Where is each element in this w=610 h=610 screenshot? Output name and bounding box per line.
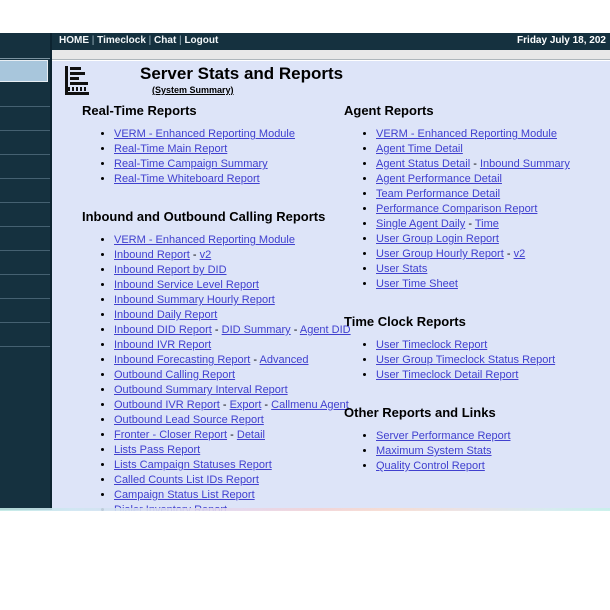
report-list-item: [114, 278, 382, 293]
sidebar-item-filters[interactable]: [0, 323, 50, 347]
report-link[interactable]: Lists Campaign Statuses Report: [114, 459, 272, 471]
page-subtitle: (System Summary): [152, 85, 234, 95]
sidebar-item-users[interactable]: [0, 83, 50, 107]
report-link[interactable]: Inbound Report by DID: [114, 264, 227, 276]
report-list-item: [114, 263, 382, 278]
report-list-item: [376, 429, 610, 444]
report-link[interactable]: Fronter - Closer Report: [114, 429, 228, 441]
report-link[interactable]: User Group Timeclock Status Report: [376, 354, 556, 366]
page-title: Server Stats and Reports: [140, 64, 344, 83]
report-link[interactable]: Agent DID: [299, 324, 351, 336]
report-link[interactable]: Inbound DID Report: [114, 324, 212, 336]
report-link-list: [344, 338, 610, 383]
breadcrumb-link-chat[interactable]: Chat: [154, 35, 177, 46]
report-list-item: [376, 187, 610, 202]
sidebar-item-user-groups-agents[interactable]: [0, 275, 50, 299]
report-link[interactable]: Inbound Forecasting Report: [114, 354, 251, 366]
report-link[interactable]: Inbound Daily Report: [114, 309, 218, 321]
breadcrumb-link-timeclock[interactable]: Timeclock: [97, 35, 146, 46]
report-list-item: [376, 277, 610, 292]
report-link[interactable]: Inbound IVR Report: [114, 339, 212, 351]
report-link[interactable]: Advanced: [259, 354, 309, 366]
report-section-inbound-outbound-calling-reports: [82, 209, 382, 548]
report-link[interactable]: Agent Status Detail: [376, 158, 471, 170]
report-list-item: [114, 248, 382, 263]
report-link[interactable]: User Timeclock Report: [376, 339, 488, 351]
section-heading: Other Reports and Links: [344, 405, 496, 420]
report-list-item: [114, 157, 382, 172]
sidebar-title: [0, 33, 50, 59]
report-link[interactable]: Inbound Report: [114, 249, 190, 261]
link-separator: -: [219, 399, 230, 411]
report-link-list: [344, 127, 610, 292]
report-list-item: [114, 127, 382, 142]
report-link[interactable]: Outbound Summary Interval Report: [114, 384, 288, 396]
report-link[interactable]: v2: [199, 249, 212, 261]
page-bottom-gradient-rule: [0, 508, 610, 511]
report-list-item: [376, 142, 610, 157]
report-link[interactable]: Inbound Summary Hourly Report: [114, 294, 275, 306]
report-section-real-time-reports: [82, 103, 382, 187]
sidebar-item-list: [0, 60, 50, 347]
report-link[interactable]: Server Performance Report: [376, 430, 511, 442]
sidebar-item-reports[interactable]: [0, 60, 48, 82]
section-heading: Real-Time Reports: [82, 103, 197, 118]
report-list-item: [114, 383, 382, 398]
report-list-item: [376, 217, 610, 232]
report-link[interactable]: Campaign Status List Report: [114, 489, 255, 501]
report-link[interactable]: Detail: [236, 429, 265, 441]
report-section-other-reports-and-links: [344, 405, 610, 474]
report-link-list: [82, 233, 382, 548]
top-navigation-bar: [52, 33, 610, 50]
main-content: [52, 61, 610, 510]
link-separator: -: [227, 429, 237, 441]
report-link[interactable]: Agent Performance Detail: [376, 173, 502, 185]
link-separator: -: [261, 399, 272, 411]
report-link[interactable]: VERM - Enhanced Reporting Module: [114, 234, 295, 246]
report-link[interactable]: Inbound Summary: [479, 158, 570, 170]
breadcrumb-separator: |: [145, 35, 155, 46]
report-list-item: [114, 293, 382, 308]
report-link[interactable]: Performance Comparison Report: [376, 203, 538, 215]
sidebar-item-lists[interactable]: [0, 179, 50, 203]
below-page-whitespace: [0, 511, 610, 610]
sidebar-item-admin-control[interactable]: [0, 131, 50, 155]
report-link-list: [82, 127, 382, 187]
breadcrumb-link-home[interactable]: HOME: [59, 35, 89, 46]
report-link[interactable]: Agent Time Detail: [376, 143, 463, 155]
sidebar-item-carriers[interactable]: [0, 251, 50, 275]
right-report-column: [344, 103, 610, 474]
breadcrumb: [59, 35, 218, 46]
report-list-item: [376, 232, 610, 247]
report-link-list: [344, 429, 610, 474]
page-header: [52, 61, 610, 102]
link-separator: -: [290, 324, 300, 336]
report-link[interactable]: Real-Time Main Report: [114, 143, 228, 155]
report-list-item: [114, 142, 382, 157]
report-list-item: [114, 368, 382, 383]
report-list-item: [376, 444, 610, 459]
report-link[interactable]: Outbound IVR Report: [114, 399, 220, 411]
report-list-item: [114, 353, 382, 368]
report-list-item: [376, 353, 610, 368]
report-link[interactable]: Inbound Service Level Report: [114, 279, 259, 291]
sidebar-item-inbound[interactable]: [0, 203, 50, 227]
sidebar-item-servers[interactable]: [0, 299, 50, 323]
link-separator: -: [470, 158, 480, 170]
report-list-item: [376, 172, 610, 187]
bar-chart-icon: [64, 65, 92, 95]
sidebar-item-scripts[interactable]: [0, 155, 50, 179]
secondary-toolbar: [52, 50, 610, 60]
report-section-time-clock-reports: [344, 314, 610, 383]
report-link[interactable]: User Group Hourly Report: [376, 248, 504, 260]
report-list-item: [114, 488, 382, 503]
report-link[interactable]: User Stats: [376, 263, 428, 275]
report-link[interactable]: Called Counts List IDs Report: [114, 474, 259, 486]
report-link[interactable]: VERM - Enhanced Reporting Module: [114, 128, 295, 140]
section-heading: Agent Reports: [344, 103, 434, 118]
report-link[interactable]: Export: [229, 399, 262, 411]
section-heading: Time Clock Reports: [344, 314, 466, 329]
sidebar-navigation: [0, 33, 52, 510]
breadcrumb-separator: |: [89, 35, 98, 46]
breadcrumb-link-logout[interactable]: Logout: [184, 35, 219, 46]
report-link[interactable]: Time: [474, 218, 499, 230]
report-list-item: [114, 172, 382, 187]
report-link[interactable]: User Group Login Report: [376, 233, 499, 245]
report-list-item: [376, 202, 610, 217]
report-list-item: [114, 323, 382, 338]
report-list-item: [114, 233, 382, 248]
report-list-item: [376, 262, 610, 277]
report-list-item: [114, 428, 382, 443]
report-link[interactable]: DID Summary: [221, 324, 291, 336]
report-list-item: [376, 459, 610, 474]
report-link[interactable]: Real-Time Campaign Summary: [114, 158, 268, 170]
link-separator: -: [189, 249, 200, 261]
report-link[interactable]: v2: [513, 248, 526, 260]
report-link[interactable]: User Time Sheet: [376, 278, 458, 290]
report-link[interactable]: User Timeclock Detail Report: [376, 369, 519, 381]
report-list-item: [114, 413, 382, 428]
link-separator: -: [250, 354, 260, 366]
sidebar-item-campaigns[interactable]: [0, 107, 50, 131]
report-link[interactable]: Outbound Lead Source Report: [114, 414, 264, 426]
link-separator: -: [211, 324, 222, 336]
report-link[interactable]: VERM - Enhanced Reporting Module: [376, 128, 557, 140]
link-separator: -: [465, 218, 475, 230]
report-list-item: [114, 398, 382, 413]
report-link[interactable]: Real-Time Whiteboard Report: [114, 173, 260, 185]
report-list-item: [114, 308, 382, 323]
left-report-column: [82, 103, 382, 548]
report-list-item: [114, 458, 382, 473]
report-link[interactable]: Callmenu Agent: [271, 399, 349, 411]
link-separator: -: [503, 248, 514, 260]
report-list-item: [376, 368, 610, 383]
report-section-agent-reports: [344, 103, 610, 292]
report-link[interactable]: Single Agent Daily: [376, 218, 466, 230]
report-link[interactable]: Outbound Calling Report: [114, 369, 236, 381]
report-list-item: [114, 473, 382, 488]
report-list-item: [376, 338, 610, 353]
header-date: Friday July 18, 202: [517, 35, 606, 46]
report-list-item: [114, 338, 382, 353]
report-link[interactable]: Quality Control Report: [376, 460, 485, 472]
section-heading: Inbound and Outbound Calling Reports: [82, 209, 326, 224]
report-list-item: [114, 443, 382, 458]
report-link[interactable]: Maximum System Stats: [376, 445, 492, 457]
report-list-item: [376, 157, 610, 172]
report-link[interactable]: Team Performance Detail: [376, 188, 501, 200]
breadcrumb-separator: |: [176, 35, 185, 46]
report-list-item: [376, 247, 610, 262]
above-page-whitespace: [0, 0, 610, 33]
report-list-item: [376, 127, 610, 142]
sidebar-item-phones[interactable]: [0, 227, 50, 251]
report-link[interactable]: Lists Pass Report: [114, 444, 201, 456]
